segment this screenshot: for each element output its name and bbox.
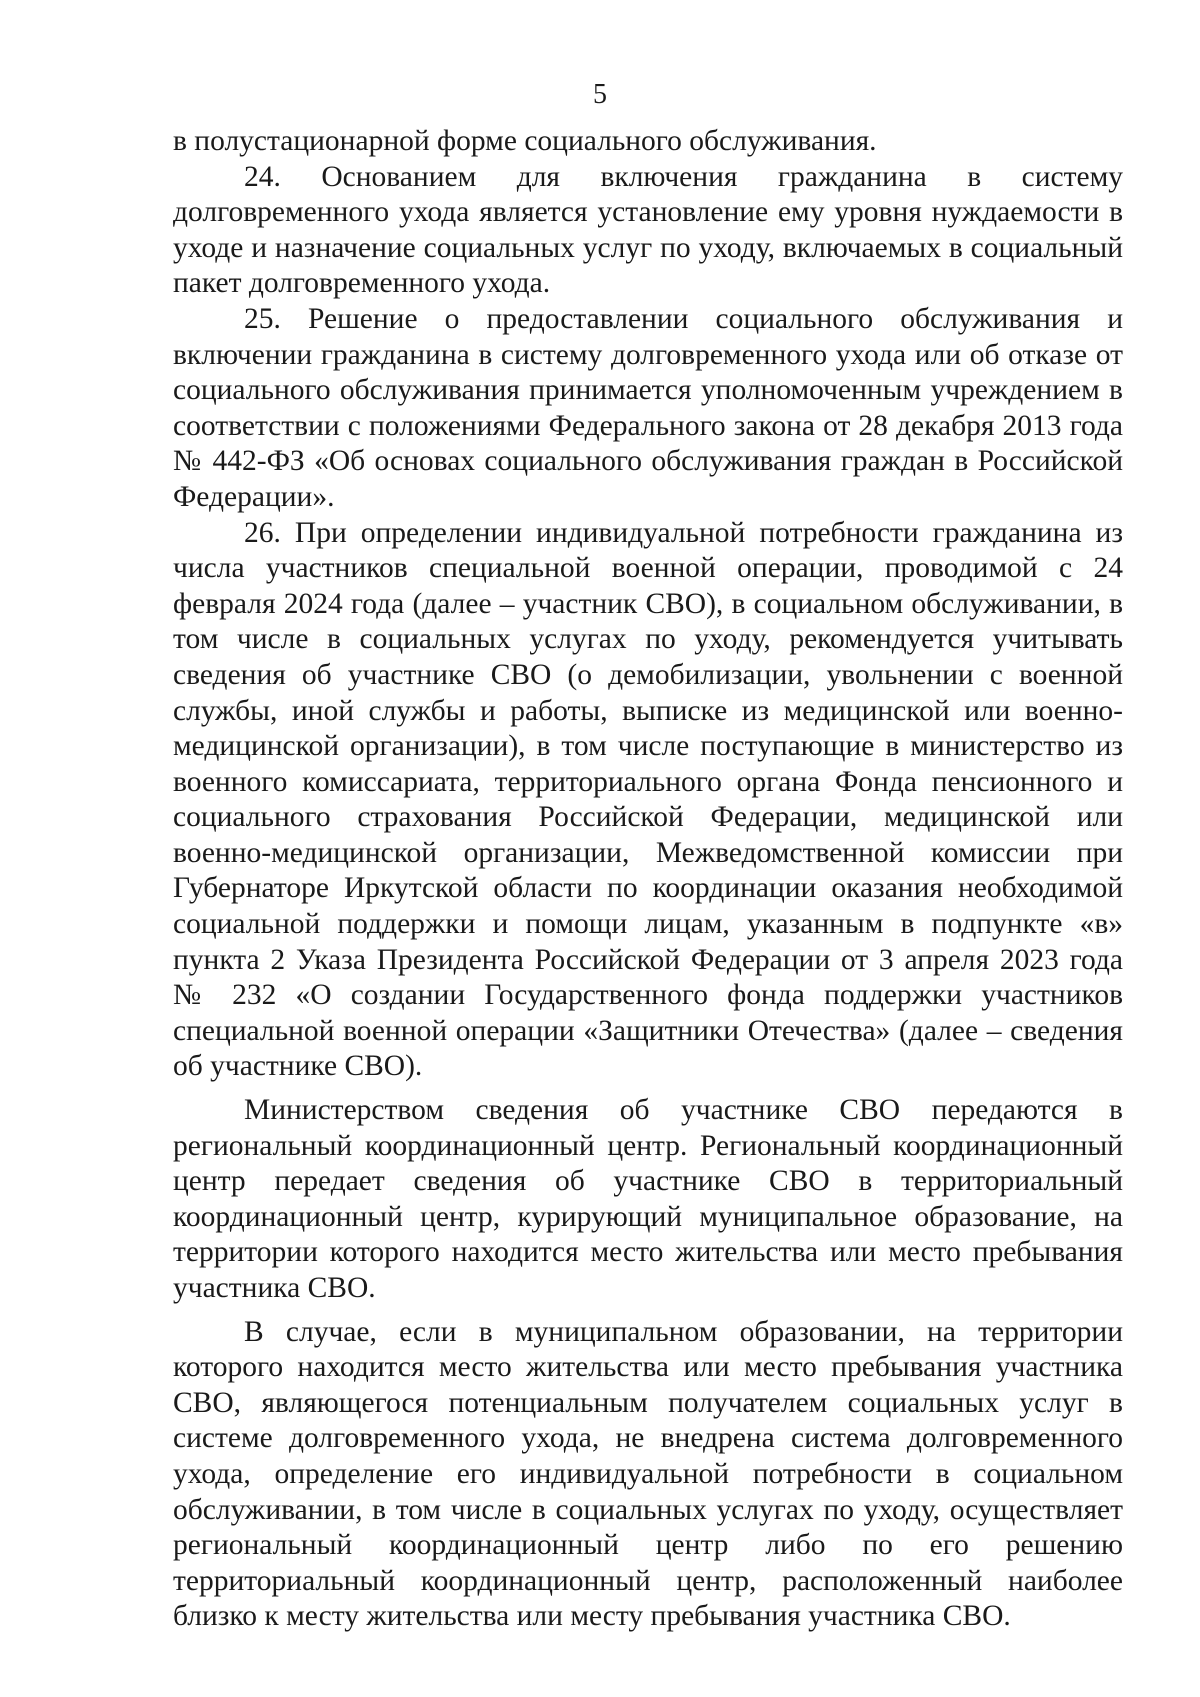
paragraph-continuation: в полустационарной форме социального обслуживания. [173,125,877,157]
paragraph-24: 24. Основанием для включения гражданина в систему долговременного ухода является установление ему уровня нуждаемости в уходе и назначение социальных услуг по уходу, включаемых в социальный пакет долговременного ухода. [173,160,1123,300]
paragraph-ministry-transfer: Министерством сведения об участнике СВО передаются в региональный координационный центр. Региональный координационный центр передает сведения об участнике СВО в территориальный координационный центр, курирующий муниципальное образование, на территории которого находится место жительства или место пребывания участника СВО. [173,1094,1123,1304]
document-body [173,124,1123,1635]
page-number: 5 [593,79,607,110]
paragraph-25: 25. Решение о предоставлении социального обслуживания и включении гражданина в систему долговременного ухода или об отказе от социального обслуживания принимается уполномоченным учреждением в соответствии с положениями Федерального закона от 28 декабря 2013 года № 442-ФЗ «Об основах социального обслуживания граждан в Российской Федерации». [173,302,1123,513]
paragraph-no-ltc-system: В случае, если в муниципальном образовании, на территории которого находится место жительства или место пребывания участника СВО, являющегося потенциальным получателем социальных услуг в системе долговременного ухода, не внедрена система долговременного ухода, определение его индивидуальной потребности в социальном обслуживании, в том числе в социальных услугах по уходу, осуществляет региональный координационный центр либо по его решению территориальный координационный центр, расположенный наиболее близко к месту жительства или месту пребывания участника СВО. [173,1315,1123,1633]
paragraph-26: 26. При определении индивидуальной потребности гражданина из числа участников специальной военной операции, проводимой с 24 февраля 2024 года (далее – участник СВО), в социальном обслуживании, в том числе в социальных услугах по уходу, рекомендуется учитывать сведения об участнике СВО (о демобилизации, увольнении с военной службы, иной службы и работы, выписке из медицинской или военно-медицинской организации), в том числе поступающие в министерство из военного комиссариата, территориального органа Фонда пенсионного и социального страхования Российской Федерации, медицинской или военно-медицинской организации, Межведомственной комиссии при Губернаторе Иркутской области по координации оказания необходимой социальной поддержки и помощи лицам, указанным в подпункте «в» пункта 2 Указа Президента Российской Федерации от 3 апреля 2023 года № 232 «О создании Государственного фонда поддержки участников специальной военной операции «Защитники Отечества» (далее – сведения об участнике СВО). [173,516,1123,1083]
